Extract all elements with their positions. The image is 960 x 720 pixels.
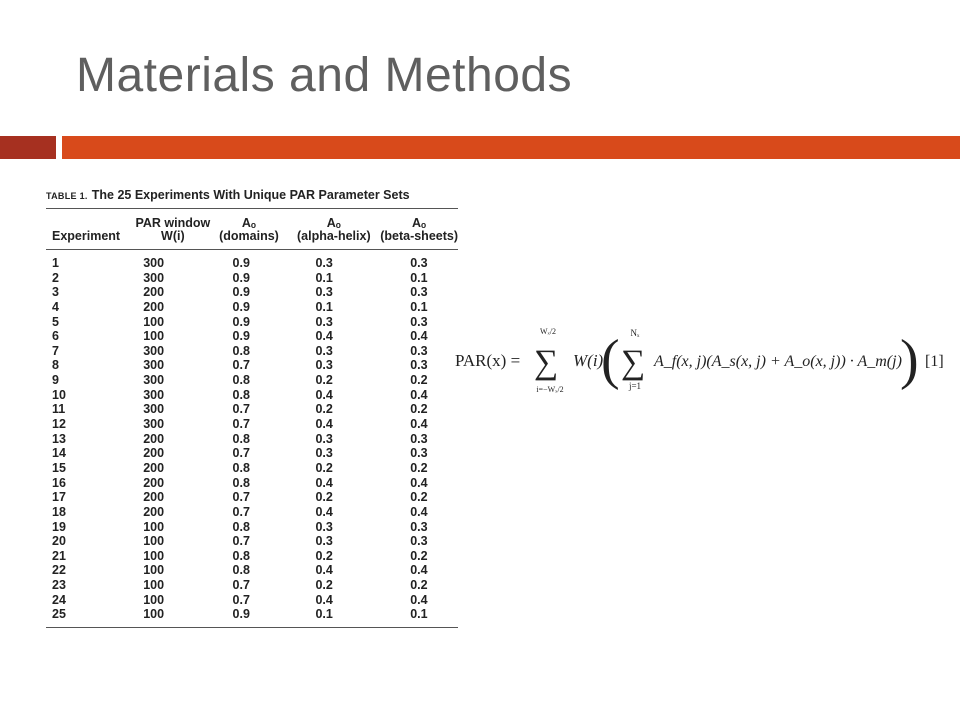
table-row [46,578,458,593]
formula-lhs: PAR(x) = [455,351,521,370]
formula-sum-sign-1: ∑ [534,344,559,381]
cell-par-window: 300 [143,417,165,432]
cell-ao-alpha-helix: 0.4 [315,592,333,607]
cell-ao-alpha-helix: 0.4 [315,563,333,578]
title-accent-bar-right [62,136,960,159]
cell-par-window: 200 [143,299,165,314]
header-ao-domains: Aₒ (domains) [211,209,288,250]
formula-sum1-upper: Wₓ/2 [539,327,557,336]
cell-ao-alpha-helix: 0.3 [315,343,333,358]
cell-ao-alpha-helix: 0.3 [315,285,333,300]
cell-experiment: 11 [52,402,66,417]
cell-ao-domains: 0.8 [232,387,250,402]
cell-ao-domains: 0.8 [232,460,250,475]
cell-ao-alpha-helix: 0.3 [315,534,333,549]
cell-experiment: 1 [52,256,59,270]
cell-experiment: 18 [52,504,66,519]
cell-experiment: 16 [52,475,66,490]
cell-par-window: 200 [143,431,165,446]
cell-ao-beta-sheets: 0.3 [410,314,428,329]
header-ao-alpha-helix: Aₒ (alpha-helix) [287,209,380,250]
cell-experiment: 6 [52,329,59,344]
formula-sum1-lower: i=−Wₓ/2 [536,385,564,394]
table-row [46,344,458,359]
table-row [46,417,458,432]
cell-ao-beta-sheets: 0.3 [410,343,428,358]
cell-ao-alpha-helix: 0.3 [315,256,333,270]
formula-left-paren: ( [601,329,620,391]
cell-ao-domains: 0.8 [232,343,250,358]
cell-experiment: 13 [52,431,66,446]
cell-par-window: 100 [143,314,165,329]
cell-par-window: 100 [143,548,165,563]
cell-experiment: 24 [52,592,66,607]
cell-par-window: 300 [143,373,165,388]
slide-title: Materials and Methods [76,49,573,102]
cell-experiment: 3 [52,285,59,300]
cell-ao-beta-sheets: 0.1 [410,607,428,622]
cell-par-window: 200 [143,504,165,519]
cell-ao-domains: 0.8 [232,373,250,388]
table-row [46,402,458,417]
cell-ao-domains: 0.7 [232,490,250,505]
cell-ao-beta-sheets: 0.3 [410,519,428,534]
table-row [46,432,458,447]
table-row [46,461,458,476]
cell-ao-alpha-helix: 0.1 [315,270,333,285]
cell-ao-alpha-helix: 0.2 [315,490,333,505]
cell-experiment: 5 [52,314,59,329]
table-header-row [46,209,458,250]
cell-ao-alpha-helix: 0.4 [315,329,333,344]
table-row [46,388,458,403]
cell-ao-alpha-helix: 0.3 [315,446,333,461]
table-caption-label: TABLE 1. [46,191,88,201]
cell-par-window: 300 [143,256,165,270]
table-row [46,271,458,286]
cell-par-window: 300 [143,402,165,417]
cell-par-window: 100 [143,607,165,622]
table-row [46,520,458,535]
cell-ao-domains: 0.8 [232,563,250,578]
table-row [46,534,458,549]
cell-ao-domains: 0.7 [232,534,250,549]
cell-ao-beta-sheets: 0.4 [410,387,428,402]
experiments-table [46,209,458,628]
cell-ao-beta-sheets: 0.3 [410,446,428,461]
cell-par-window: 100 [143,592,165,607]
table-row [46,285,458,300]
cell-experiment: 12 [52,417,66,432]
cell-ao-alpha-helix: 0.4 [315,417,333,432]
cell-ao-domains: 0.8 [232,548,250,563]
cell-ao-alpha-helix: 0.1 [315,299,333,314]
par-formula [455,322,950,402]
cell-ao-beta-sheets: 0.3 [410,534,428,549]
table-row [46,300,458,315]
cell-ao-alpha-helix: 0.2 [315,373,333,388]
table-row [46,446,458,461]
header-par-window: PAR window W(i) [135,209,210,250]
cell-ao-domains: 0.8 [232,519,250,534]
cell-ao-alpha-helix: 0.3 [315,358,333,373]
cell-experiment: 25 [52,607,66,622]
table-row [46,250,458,271]
formula-body: A_f(x, j)(A_s(x, j) + A_o(x, j)) · A_m(j) [654,353,902,370]
cell-ao-beta-sheets: 0.3 [410,431,428,446]
cell-ao-domains: 0.9 [232,270,250,285]
cell-par-window: 300 [143,387,165,402]
table-caption [46,186,458,209]
table-row [46,505,458,520]
formula-weight: W(i) [573,351,604,370]
table-row [46,490,458,505]
cell-experiment: 20 [52,534,66,549]
cell-ao-beta-sheets: 0.1 [410,270,428,285]
cell-ao-beta-sheets: 0.4 [410,592,428,607]
cell-ao-beta-sheets: 0.4 [410,417,428,432]
cell-ao-domains: 0.9 [232,607,250,622]
table-row [46,593,458,608]
formula-sum-sign-2: ∑ [621,344,646,381]
cell-ao-domains: 0.7 [232,358,250,373]
cell-ao-beta-sheets: 0.4 [410,329,428,344]
cell-ao-domains: 0.7 [232,504,250,519]
formula-right-paren: ) [900,329,919,391]
cell-ao-alpha-helix: 0.4 [315,504,333,519]
cell-ao-alpha-helix: 0.4 [315,387,333,402]
cell-ao-domains: 0.7 [232,592,250,607]
cell-experiment: 2 [52,270,59,285]
cell-experiment: 17 [52,490,66,505]
cell-ao-alpha-helix: 0.2 [315,460,333,475]
cell-ao-domains: 0.9 [232,256,250,270]
cell-ao-alpha-helix: 0.1 [315,607,333,622]
cell-par-window: 100 [143,578,165,593]
cell-ao-domains: 0.9 [232,314,250,329]
cell-experiment: 7 [52,343,59,358]
cell-ao-beta-sheets: 0.2 [410,548,428,563]
cell-experiment: 15 [52,460,66,475]
table-body [46,250,458,628]
table-row [46,373,458,388]
cell-ao-beta-sheets: 0.2 [410,460,428,475]
cell-par-window: 200 [143,490,165,505]
cell-par-window: 300 [143,343,165,358]
cell-experiment: 10 [52,387,66,402]
cell-par-window: 100 [143,519,165,534]
cell-experiment: 21 [52,548,66,563]
cell-experiment: 22 [52,563,66,578]
cell-experiment: 4 [52,299,59,314]
cell-ao-domains: 0.7 [232,417,250,432]
cell-experiment: 14 [52,446,66,461]
cell-ao-domains: 0.7 [232,446,250,461]
table-row [46,315,458,330]
cell-ao-beta-sheets: 0.4 [410,563,428,578]
cell-par-window: 200 [143,475,165,490]
cell-ao-domains: 0.9 [232,299,250,314]
cell-ao-domains: 0.9 [232,329,250,344]
cell-ao-beta-sheets: 0.4 [410,475,428,490]
cell-ao-alpha-helix: 0.3 [315,431,333,446]
cell-par-window: 200 [143,285,165,300]
cell-ao-alpha-helix: 0.4 [315,475,333,490]
cell-ao-beta-sheets: 0.1 [410,299,428,314]
title-accent-bar-left [0,136,56,159]
table-row [46,476,458,491]
cell-par-window: 200 [143,460,165,475]
table-row [46,549,458,564]
cell-ao-beta-sheets: 0.2 [410,402,428,417]
cell-ao-alpha-helix: 0.3 [315,519,333,534]
cell-ao-beta-sheets: 0.2 [410,373,428,388]
cell-par-window: 100 [143,329,165,344]
cell-ao-beta-sheets: 0.3 [410,256,428,270]
cell-ao-alpha-helix: 0.2 [315,402,333,417]
cell-ao-domains: 0.7 [232,402,250,417]
cell-ao-alpha-helix: 0.2 [315,548,333,563]
cell-experiment: 19 [52,519,66,534]
header-experiment: Experiment [46,209,135,250]
cell-ao-beta-sheets: 0.2 [410,490,428,505]
cell-ao-alpha-helix: 0.2 [315,578,333,593]
cell-ao-alpha-helix: 0.3 [315,314,333,329]
table-row [46,358,458,373]
table-caption-text: The 25 Experiments With Unique PAR Parameter Sets [91,188,410,202]
table-row [46,607,458,627]
cell-ao-beta-sheets: 0.2 [410,578,428,593]
table-row [46,563,458,578]
cell-ao-domains: 0.8 [232,431,250,446]
cell-par-window: 300 [143,358,165,373]
header-ao-beta-sheets: Aₒ (beta-sheets) [380,209,458,250]
cell-ao-beta-sheets: 0.4 [410,504,428,519]
formula-sum2-lower: j=1 [628,381,642,391]
cell-ao-domains: 0.7 [232,578,250,593]
cell-par-window: 100 [143,563,165,578]
formula-sum2-upper: Nₓ [630,328,640,338]
experiments-table-figure [46,186,458,628]
cell-ao-beta-sheets: 0.3 [410,358,428,373]
cell-ao-beta-sheets: 0.3 [410,285,428,300]
table-row [46,329,458,344]
cell-ao-domains: 0.9 [232,285,250,300]
cell-ao-domains: 0.8 [232,475,250,490]
cell-experiment: 23 [52,578,66,593]
cell-par-window: 100 [143,534,165,549]
formula-label: [1] [925,353,944,370]
cell-par-window: 300 [143,270,165,285]
cell-experiment: 8 [52,358,59,373]
cell-par-window: 200 [143,446,165,461]
cell-experiment: 9 [52,373,59,388]
